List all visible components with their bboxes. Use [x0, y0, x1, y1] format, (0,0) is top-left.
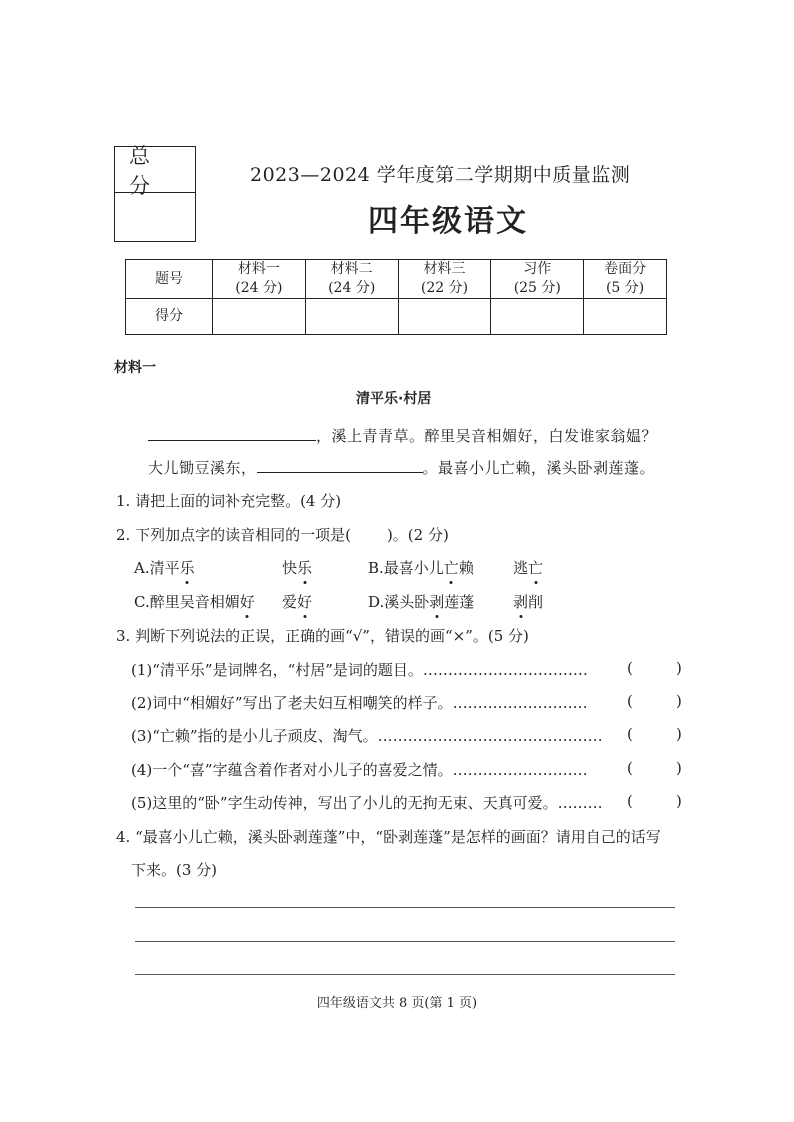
paren-open: ( — [627, 725, 633, 743]
option-d-word: 剥削 — [513, 593, 544, 611]
paren-open: ( — [627, 759, 633, 777]
paren-open: ( — [627, 692, 633, 710]
poem-line-1: ，溪上青青草。醉里吴音相媚好，白发谁家翁媪？ — [148, 424, 657, 446]
question-3: 3. 判断下列说法的正误，正确的画“√”，错误的画“×”。(5 分) — [116, 627, 529, 645]
paren-close: ) — [676, 759, 682, 777]
paren-open: ( — [627, 659, 633, 677]
subject-title: 四年级语文 — [368, 204, 528, 239]
score-cell[interactable] — [491, 299, 584, 335]
row-label-score: 得分 — [126, 299, 213, 335]
column-header: 材料二 (24 分) — [305, 260, 398, 299]
poem-blank-2[interactable] — [257, 456, 423, 473]
score-cell[interactable] — [213, 299, 306, 335]
total-score-box — [114, 143, 196, 242]
total-score-field[interactable] — [115, 193, 195, 241]
option-c: C.醉里吴音相媚好 — [134, 593, 255, 611]
option-a-word: 快乐 — [282, 559, 313, 577]
score-cell[interactable] — [305, 299, 398, 335]
judgement-answer[interactable] — [636, 657, 674, 679]
total-score-label: 总 分 — [115, 147, 195, 193]
question-1: 1. 请把上面的词补充完整。(4 分) — [116, 492, 342, 510]
paren-close: ) — [676, 725, 682, 743]
section-heading: 材料一 — [114, 360, 156, 376]
judgement-answer[interactable] — [636, 723, 674, 745]
judgement-answer[interactable] — [636, 690, 674, 712]
judgement-item: (3)“亡赖”指的是小儿子顽皮、淘气。……………………………………… — [131, 727, 603, 745]
score-table-score-row — [126, 299, 667, 335]
judgement-answer[interactable] — [636, 790, 674, 812]
question-4-line-1: 4. “最喜小儿亡赖，溪头卧剥莲蓬”中，“卧剥莲蓬”是怎样的画面？请用自己的话写 — [116, 828, 661, 846]
column-header: 材料三 (22 分) — [398, 260, 491, 299]
judgement-answer[interactable] — [636, 757, 674, 779]
poem-title: 清平乐·村居 — [356, 391, 432, 407]
exam-title: 2023—2024 学年度第二学期期中质量监测 — [250, 164, 631, 186]
score-table-header-row — [126, 260, 667, 299]
option-d: D.溪头卧剥莲蓬 — [368, 593, 475, 611]
judgement-item: (1)“清平乐”是词牌名，“村居”是词的题目。…………………………… — [131, 661, 588, 679]
paren-close: ) — [676, 692, 682, 710]
judgement-item: (2)词中“相媚好”写出了老夫妇互相嘲笑的样子。……………………… — [131, 694, 588, 712]
answer-line[interactable] — [135, 907, 675, 908]
option-c-word: 爱好 — [282, 593, 313, 611]
score-table — [125, 259, 667, 335]
poem-blank-1[interactable] — [148, 424, 316, 441]
answer-line[interactable] — [135, 941, 675, 942]
judgement-item: (5)这里的“卧”字生动传神，写出了小儿的无拘无束、天真可爱。……… — [131, 794, 603, 812]
column-header: 材料一 (24 分) — [213, 260, 306, 299]
row-label-item-number: 题号 — [126, 260, 213, 299]
column-header: 习作 (25 分) — [491, 260, 584, 299]
score-cell[interactable] — [584, 299, 667, 335]
score-cell[interactable] — [398, 299, 491, 335]
paren-close: ) — [676, 792, 682, 810]
paren-close: ) — [676, 659, 682, 677]
answer-line[interactable] — [135, 974, 675, 975]
paren-open: ( — [627, 792, 633, 810]
question-2: 2. 下列加点字的读音相同的一项是( )。(2 分) — [116, 526, 449, 544]
column-header: 卷面分 (5 分) — [584, 260, 667, 299]
page-footer: 四年级语文共 8 页(第 1 页) — [316, 996, 478, 1011]
option-b: B.最喜小儿亡赖 — [368, 559, 474, 577]
judgement-item: (4)一个“喜”字蕴含着作者对小儿子的喜爱之情。……………………… — [131, 761, 588, 779]
option-a: A.清平乐 — [134, 559, 195, 577]
question-4-line-2: 下来。(3 分) — [131, 861, 218, 879]
poem-line-2: 大儿锄豆溪东， 。最喜小儿亡赖，溪头卧剥莲蓬。 — [148, 456, 655, 478]
option-b-word: 逃亡 — [513, 559, 544, 577]
